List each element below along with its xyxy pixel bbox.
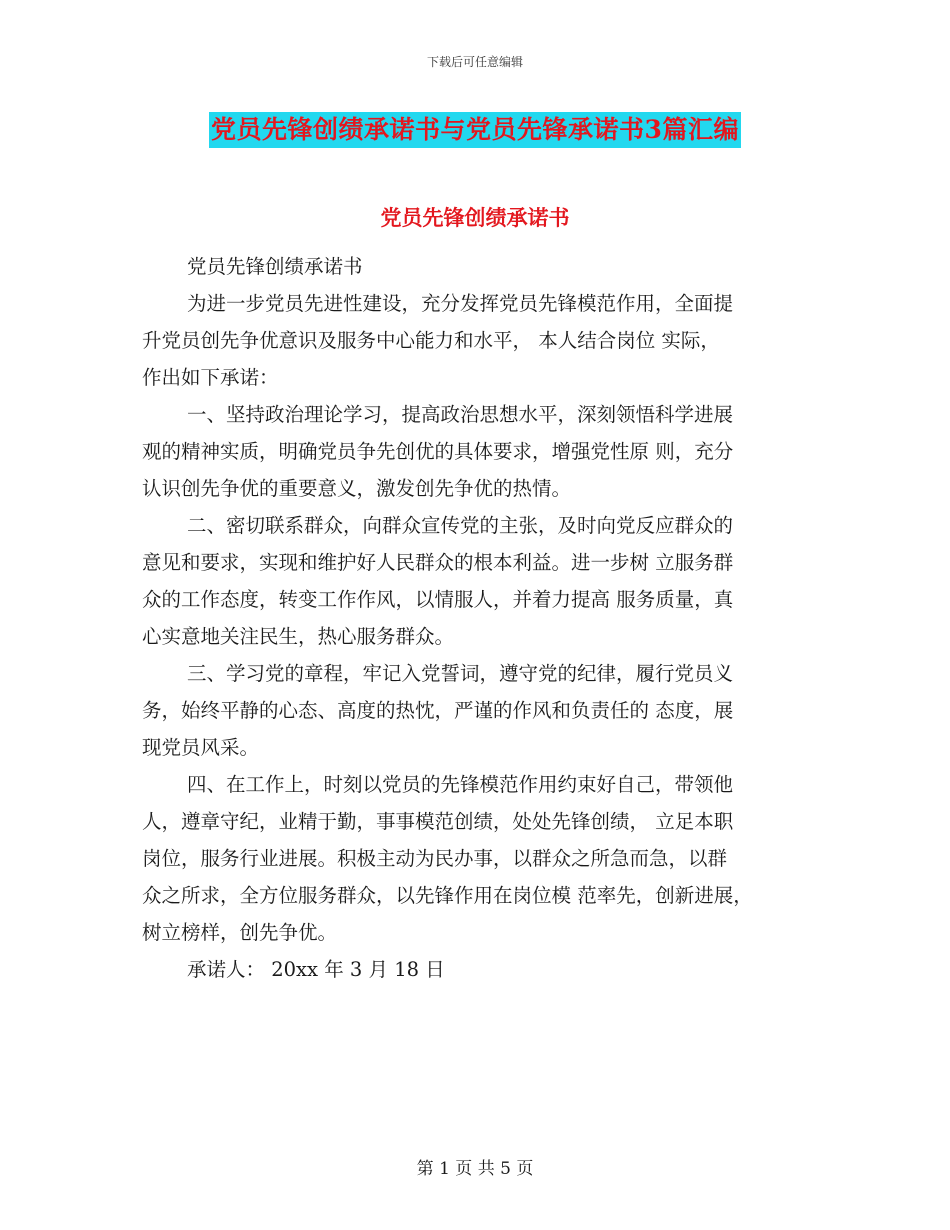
main-title: 党员先锋创绩承诺书与党员先锋承诺书3篇汇编 (209, 112, 741, 148)
text-line: 意见和要求，实现和维护好人民群众的根本利益。进一步树 立服务群 (142, 551, 734, 574)
document-body (142, 248, 822, 988)
text-line: 作出如下承诺： (142, 366, 279, 389)
text-line: 二、密切联系群众，向群众宣传党的主张，及时向党反应群众的 (187, 514, 734, 537)
text-line: 众的工作态度，转变工作作风，以情服人，并着力提高 服务质量，真 (142, 588, 734, 611)
text-line: 一、坚持政治理论学习，提高政治思想水平，深刻领悟科学进展 (187, 403, 734, 426)
text-line: 三、学习党的章程，牢记入党誓词，遵守党的纪律，履行党员义 (187, 662, 734, 685)
signature-line: 承诺人： 20xx 年 3 月 18 日 (187, 958, 445, 981)
text-line: 心实意地关注民生，热心服务群众。 (142, 625, 455, 648)
text-line: 人，遵章守纪，业精于勤，事事模范创绩，处处先锋创绩， 立足本职 (142, 810, 734, 833)
text-line: 党员先锋创绩承诺书 (187, 255, 363, 278)
main-title-container (0, 112, 950, 148)
text-line: 众之所求，全方位服务群众，以先锋作用在岗位模 范率先，创新进展， (142, 884, 753, 907)
text-line: 务，始终平静的心态、高度的热忱，严谨的作风和负责任的 态度，展 (142, 699, 734, 722)
text-line: 认识创先争优的重要意义，激发创先争优的热情。 (142, 477, 572, 500)
text-line: 岗位，服务行业进展。积极主动为民办事，以群众之所急而急，以群 (142, 847, 728, 870)
text-line: 观的精神实质，明确党员争先创优的具体要求，增强党性原 则，充分 (142, 440, 734, 463)
text-line: 为进一步党员先进性建设，充分发挥党员先锋模范作用，全面提 (187, 292, 734, 315)
section-title: 党员先锋创绩承诺书 (380, 205, 570, 230)
text-line: 现党员风采。 (142, 736, 260, 759)
text-line: 树立榜样，创先争优。 (142, 921, 338, 944)
text-line: 四、在工作上，时刻以党员的先锋模范作用约束好自己，带领他 (187, 773, 734, 796)
page-number: 第 1 页 共 5 页 (416, 1159, 534, 1179)
text-line: 升党员创先争优意识及服务中心能力和水平， 本人结合岗位 实际， (142, 329, 720, 352)
header-note: 下载后可任意编辑 (426, 55, 523, 69)
